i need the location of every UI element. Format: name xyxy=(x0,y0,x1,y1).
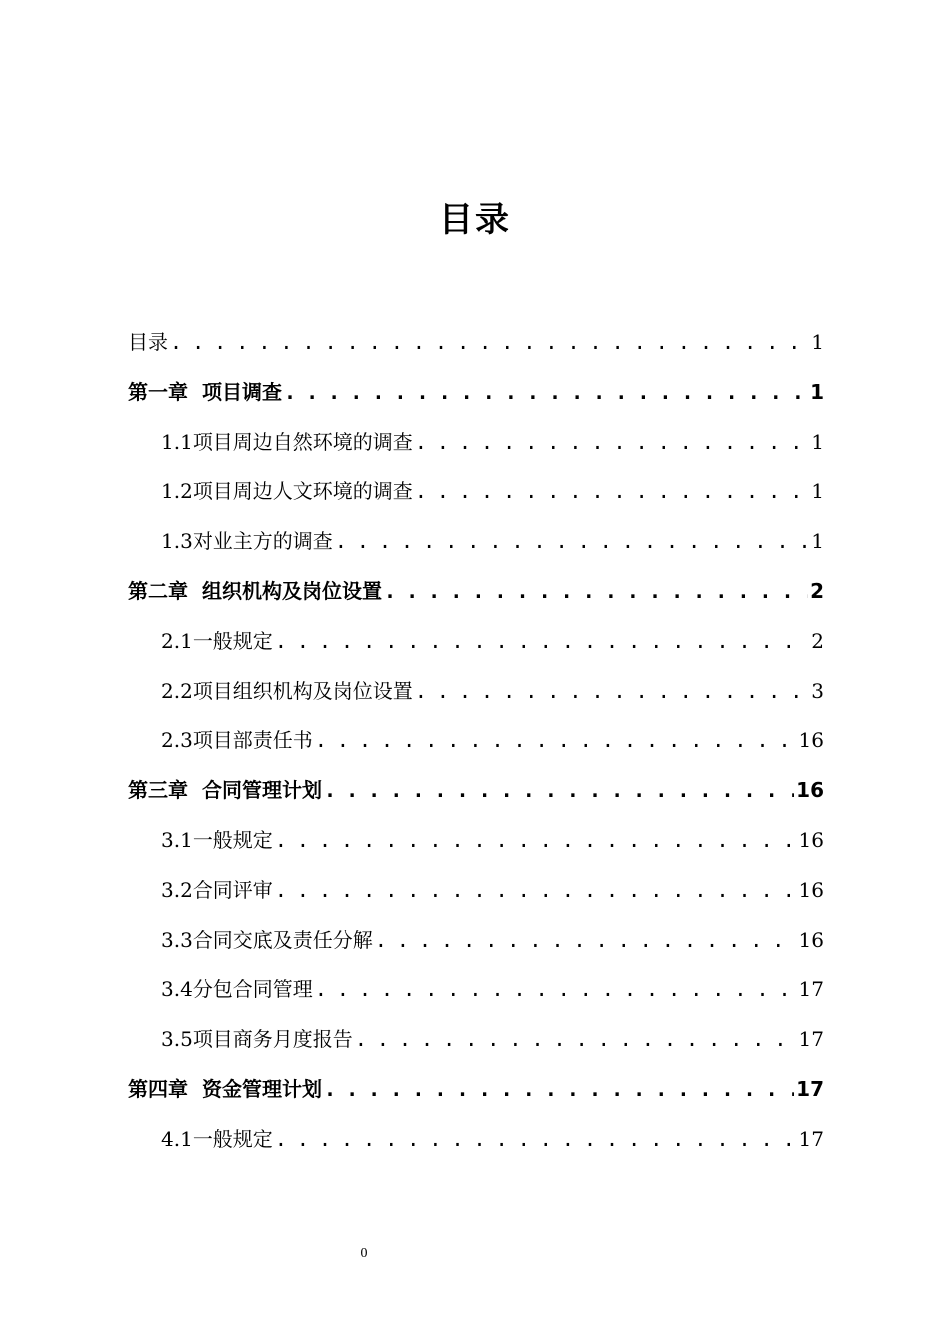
toc-page-number: 17 xyxy=(798,1126,824,1151)
toc-entry-number: 1.1 xyxy=(161,429,193,454)
toc-entry-label xyxy=(128,368,282,418)
toc-entry[interactable] xyxy=(128,1115,824,1165)
table-of-contents xyxy=(128,318,824,1165)
toc-entry-text: 合同管理计划 xyxy=(202,778,322,803)
dot-leader xyxy=(415,467,809,517)
dot-leader xyxy=(324,766,794,816)
dot-leader xyxy=(415,418,809,468)
toc-entry-number: 第一章 xyxy=(128,379,188,404)
toc-entry-number: 3.3 xyxy=(161,927,193,952)
toc-chapter-entry[interactable] xyxy=(128,368,824,418)
toc-entry-text: 一般规定 xyxy=(192,628,273,653)
toc-page-number: 1 xyxy=(810,379,824,404)
toc-entry-text: 目录 xyxy=(128,330,168,354)
toc-page-number: 1 xyxy=(811,529,824,554)
dot-leader xyxy=(355,1015,797,1065)
toc-page-number: 1 xyxy=(811,429,824,454)
toc-entry-number: 第二章 xyxy=(128,578,188,603)
toc-entry-text: 项目商务月度报告 xyxy=(192,1027,353,1052)
toc-page-number: 2 xyxy=(811,628,824,653)
toc-entry-label xyxy=(161,418,413,468)
dot-leader xyxy=(284,368,808,418)
dot-leader xyxy=(315,965,797,1015)
toc-entry-label xyxy=(128,318,168,368)
toc-page-number: 1 xyxy=(811,479,824,504)
toc-entry[interactable] xyxy=(128,667,824,717)
toc-entry-number: 3.2 xyxy=(161,877,193,902)
toc-page-number: 17 xyxy=(796,1076,824,1101)
toc-entry-text: 项目部责任书 xyxy=(192,728,313,753)
page-number: 0 xyxy=(360,1246,368,1261)
toc-entry-label xyxy=(161,716,313,766)
dot-leader xyxy=(275,617,809,667)
toc-entry[interactable] xyxy=(128,716,824,766)
toc-entry-number: 第三章 xyxy=(128,778,188,803)
dot-leader xyxy=(415,667,809,717)
dot-leader xyxy=(275,866,797,916)
toc-entry-text: 资金管理计划 xyxy=(202,1076,322,1101)
toc-page-number: 17 xyxy=(798,977,824,1002)
toc-entry-text: 对业主方的调查 xyxy=(192,529,333,554)
dot-leader xyxy=(170,318,809,368)
toc-entry[interactable] xyxy=(128,916,824,966)
toc-entry[interactable] xyxy=(128,816,824,866)
toc-entry-number: 2.1 xyxy=(161,628,193,653)
toc-entry-label xyxy=(161,1115,273,1165)
toc-entry-number: 第四章 xyxy=(128,1076,188,1101)
toc-entry-label xyxy=(161,617,273,667)
page-title: 目录 xyxy=(439,200,511,240)
toc-entry[interactable] xyxy=(128,866,824,916)
toc-entry-number: 2.3 xyxy=(161,728,193,753)
toc-entry-text: 项目周边人文环境的调查 xyxy=(192,479,413,504)
toc-entry-text: 项目周边自然环境的调查 xyxy=(192,429,413,454)
toc-entry-number: 3.4 xyxy=(161,977,193,1002)
toc-entry[interactable] xyxy=(128,418,824,468)
dot-leader xyxy=(315,716,797,766)
toc-entry-label xyxy=(161,667,413,717)
toc-entry-label xyxy=(161,866,273,916)
toc-page-number: 16 xyxy=(798,728,824,753)
toc-page-number: 3 xyxy=(811,678,824,703)
toc-entry-number: 3.1 xyxy=(161,827,193,852)
toc-entry-label xyxy=(128,567,382,617)
toc-entry-text: 项目组织机构及岗位设置 xyxy=(192,678,413,703)
toc-entry-label xyxy=(161,916,373,966)
toc-entry-label xyxy=(161,517,333,567)
toc-entry-number: 1.2 xyxy=(161,479,193,504)
dot-leader xyxy=(324,1065,794,1115)
toc-entry-label xyxy=(161,816,273,866)
dot-leader xyxy=(375,916,797,966)
toc-entry-number: 4.1 xyxy=(161,1126,193,1151)
toc-page-number: 1 xyxy=(811,330,824,354)
toc-page-number: 16 xyxy=(798,877,824,902)
toc-chapter-entry[interactable] xyxy=(128,567,824,617)
toc-entry-number: 1.3 xyxy=(161,529,193,554)
dot-leader xyxy=(335,517,809,567)
toc-entry[interactable] xyxy=(128,517,824,567)
dot-leader xyxy=(275,816,797,866)
toc-entry-label xyxy=(161,1015,353,1065)
dot-leader xyxy=(384,567,808,617)
toc-entry-number: 3.5 xyxy=(161,1027,193,1052)
toc-entry-text: 合同交底及责任分解 xyxy=(192,927,373,952)
toc-entry-text: 一般规定 xyxy=(192,827,273,852)
toc-chapter-entry[interactable] xyxy=(128,766,824,816)
toc-entry-label xyxy=(161,467,413,517)
toc-entry-text: 一般规定 xyxy=(192,1126,273,1151)
toc-entry-label xyxy=(161,965,313,1015)
toc-entry-text: 组织机构及岗位设置 xyxy=(202,578,382,603)
toc-page-number: 16 xyxy=(796,778,824,803)
toc-entry[interactable] xyxy=(128,617,824,667)
dot-leader xyxy=(275,1115,797,1165)
toc-entry-text: 合同评审 xyxy=(192,877,273,902)
toc-entry-text: 分包合同管理 xyxy=(192,977,313,1002)
toc-entry-number: 2.2 xyxy=(161,678,193,703)
toc-entry-text: 项目调查 xyxy=(202,379,282,404)
toc-entry-label xyxy=(128,1065,322,1115)
toc-chapter-entry[interactable] xyxy=(128,1065,824,1115)
toc-page-number: 17 xyxy=(798,1027,824,1052)
toc-entry[interactable] xyxy=(128,318,824,368)
toc-entry[interactable] xyxy=(128,965,824,1015)
toc-page-number: 16 xyxy=(798,927,824,952)
toc-entry[interactable] xyxy=(128,1015,824,1065)
toc-page-number: 16 xyxy=(798,827,824,852)
toc-entry[interactable] xyxy=(128,467,824,517)
toc-entry-label xyxy=(128,766,322,816)
toc-page-number: 2 xyxy=(810,578,824,603)
